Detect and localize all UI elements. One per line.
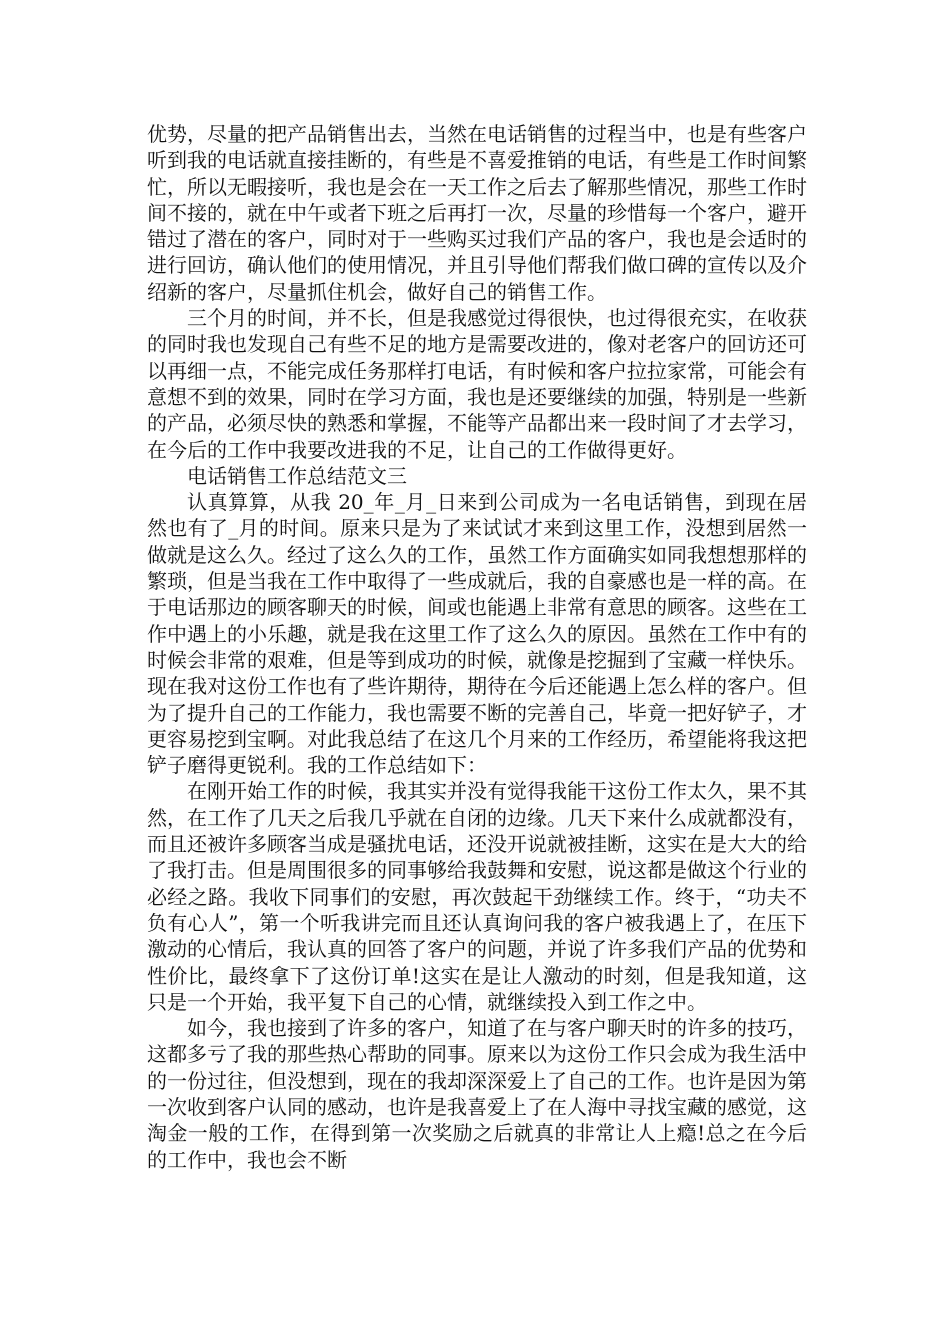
paragraph: 如今，我也接到了许多的客户，知道了在与客户聊天时的许多的技巧，这都多亏了我的那些热心帮助的同事。原来以为这份工作只会成为我生活中的一份过往，但没想到，现在的我却深深爱上了自己的工作。也许是因为第一次收到客户认同的感动，也许是我喜爱上了在人海中寻找宝藏的感觉，这淘金一般的工作，在得到第一次奖励之后就真的非常让人上瘾!总之在今后的工作中，我也会不断	[147, 1016, 807, 1172]
paragraph: 认真算算，从我 20_年_月_日来到公司成为一名电话销售，到现在居然也有了_月的时间。原来只是为了来试试才来到这里工作，没想到居然一做就是这么久。经过了这么久的工作，虽然工作方面确实如同我想想那样的繁琐，但是当我在工作中取得了一些成就后，我的自豪感也是一样的高。在于电话那边的顾客聊天的时候，间或也能遇上非常有意思的顾客。这些在工作中遇上的小乐趣，就是我在这里工作了这么久的原因。虽然在工作中有的时候会非常的艰难，但是等到成功的时候，就像是挖掘到了宝藏一样快乐。现在我对这份工作也有了些许期待，期待在今后还能遇上怎么样的客户。但为了提升自己的工作能力，我也需要不断的完善自己，毕竟一把好铲子，才更容易挖到宝啊。对此我总结了在这几个月来的工作经历，希望能将我这把铲子磨得更锐利。我的工作总结如下：	[147, 490, 807, 778]
paragraph: 优势，尽量的把产品销售出去，当然在电话销售的过程当中，也是有些客户听到我的电话就直接挂断的，有些是不喜爱推销的电话，有些是工作时间繁忙，所以无暇接听，我也是会在一天工作之后去了解那些情况，那些工作时间不接的，就在中午或者下班之后再打一次，尽量的珍惜每一个客户，避开错过了潜在的客户，同时对于一些购买过我们产品的客户，我也是会适时的进行回访，确认他们的使用情况，并且引导他们帮我们做口碑的宣传以及介绍新的客户，尽量抓住机会，做好自己的销售工作。	[147, 122, 807, 304]
paragraph: 三个月的时间，并不长，但是我感觉过得很快，也过得很充实，在收获的同时我也发现自己有些不足的地方是需要改进的，像对老客户的回访还可以再细一点，不能完成任务那样打电话，有时候和客户拉拉家常，可能会有意想不到的效果，同时在学习方面，我也是还要继续的加强，特别是一些新的产品，必须尽快的熟悉和掌握，不能等产品都出来一段时间了才去学习，在今后的工作中我要改进我的不足，让自己的工作做得更好。	[147, 306, 807, 462]
document-body	[147, 121, 807, 1173]
paragraph: 在刚开始工作的时候，我其实并没有觉得我能干这份工作太久，果不其然，在工作了几天之后我几乎就在自闭的边缘。几天下来什么成就都没有，而且还被许多顾客当成是骚扰电话，还没开说就被挂断，这实在是大大的给了我打击。但是周围很多的同事够给我鼓舞和安慰，说这都是做这个行业的必经之路。我收下同事们的安慰，再次鼓起干劲继续工作。终于，“功夫不负有心人”，第一个听我讲完而且还认真询问我的客户被我遇上了，在压下激动的心情后，我认真的回答了客户的问题，并说了许多我们产品的优势和性价比，最终拿下了这份订单!这实在是让人激动的时刻，但是我知道，这只是一个开始，我平复下自己的心情，就继续投入到工作之中。	[147, 779, 807, 1014]
section-heading: 电话销售工作总结范文三	[187, 463, 407, 488]
